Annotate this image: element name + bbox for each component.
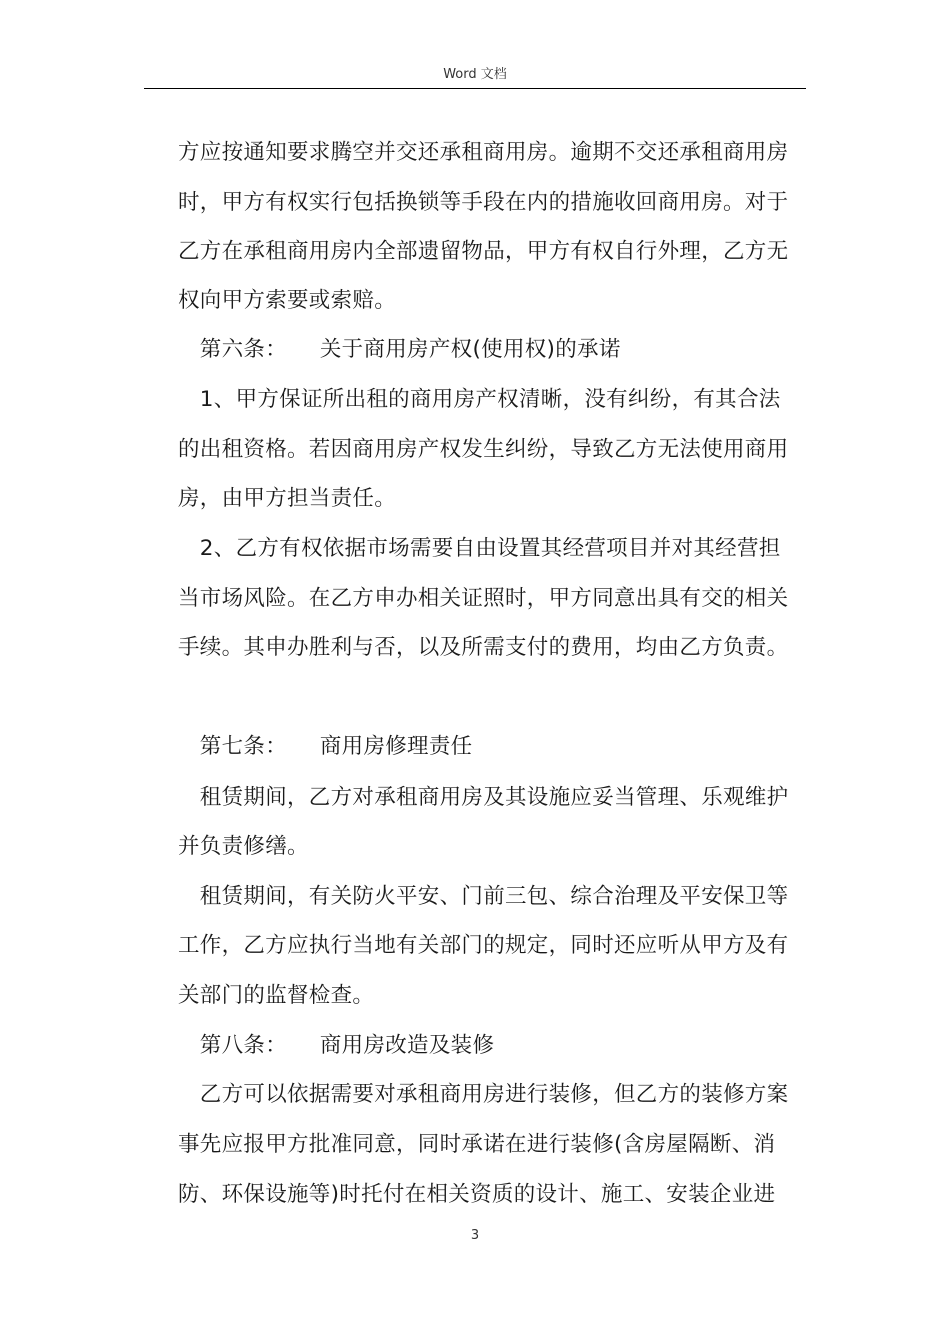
text-line: 房，由甲方担当责任。 xyxy=(178,486,397,511)
text-line: 的出租资格。若因商用房产权发生纠纷，导致乙方无法使用商用 xyxy=(178,437,789,462)
page-number: 3 xyxy=(470,1228,480,1243)
text-line: 当市场风险。在乙方申办相关证照时，甲方同意出具有交的相关 xyxy=(178,586,789,611)
header-divider xyxy=(144,88,806,89)
text-line: 权向甲方索要或索赔。 xyxy=(178,288,397,313)
section-heading: 第八条： 商用房改造及装修 xyxy=(178,1033,495,1058)
header-title: Word 文档 xyxy=(443,67,507,82)
section-heading: 第七条： 商用房修理责任 xyxy=(178,734,473,759)
text-line: 2、乙方有权依据市场需要自由设置其经营项目并对其经营担 xyxy=(178,536,781,561)
text-line: 手续。其申办胜利与否，以及所需支付的费用，均由乙方负责。 xyxy=(178,635,789,660)
text-line: 时，甲方有权实行包括换锁等手段在内的措施收回商用房。对于 xyxy=(178,190,789,215)
text-line: 租赁期间，乙方对承租商用房及其设施应妥当管理、乐观维护 xyxy=(178,785,789,810)
section-heading: 第六条： 关于商用房产权(使用权)的承诺 xyxy=(178,337,621,362)
text-line: 关部门的监督检查。 xyxy=(178,983,375,1008)
text-line: 1、甲方保证所出租的商用房产权清晰，没有纠纷，有其合法 xyxy=(178,387,781,412)
text-line: 方应按通知要求腾空并交还承租商用房。逾期不交还承租商用房 xyxy=(178,140,789,165)
text-line: 防、环保设施等)时托付在相关资质的设计、施工、安装企业进 xyxy=(178,1182,776,1207)
text-line: 事先应报甲方批准同意，同时承诺在进行装修(含房屋隔断、消 xyxy=(178,1132,776,1157)
text-line: 乙方在承租商用房内全部遗留物品，甲方有权自行外理，乙方无 xyxy=(178,239,789,264)
text-line: 乙方可以依据需要对承租商用房进行装修，但乙方的装修方案 xyxy=(178,1082,789,1107)
text-line: 工作，乙方应执行当地有关部门的规定，同时还应听从甲方及有 xyxy=(178,933,789,958)
text-line: 租赁期间，有关防火平安、门前三包、综合治理及平安保卫等 xyxy=(178,884,789,909)
text-line: 并负责修缮。 xyxy=(178,834,309,859)
